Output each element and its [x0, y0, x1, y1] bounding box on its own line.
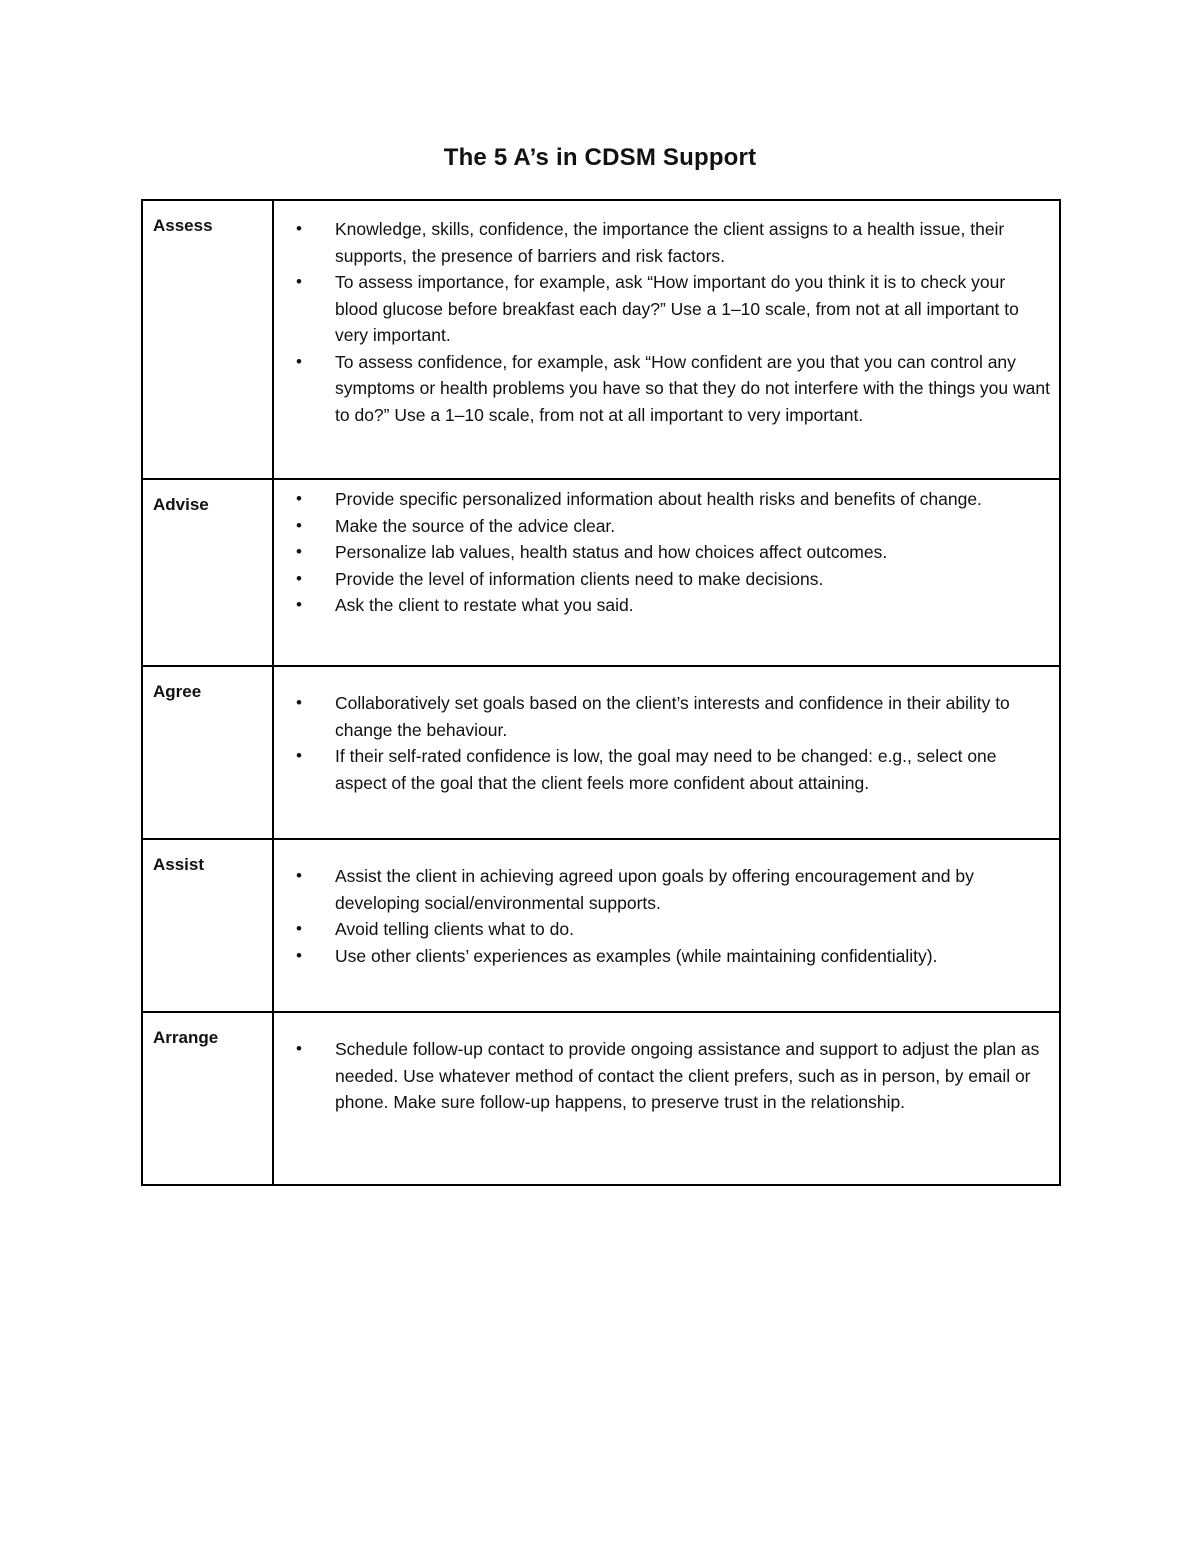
list-item	[274, 916, 1059, 943]
bullet-icon: •	[296, 919, 302, 938]
list-item	[274, 539, 1059, 566]
row-label-arrange: Arrange	[142, 1012, 273, 1185]
list-item	[274, 943, 1059, 970]
row-content-assist	[273, 839, 1060, 1012]
table-row-assist	[142, 839, 1060, 1012]
row-content-agree	[273, 666, 1060, 839]
bullet-icon: •	[296, 568, 302, 588]
bullet-list-arrange	[274, 1036, 1059, 1116]
bullet-icon: •	[296, 542, 302, 561]
table-row-advise	[142, 479, 1060, 666]
list-item	[274, 690, 1059, 743]
bullet-icon: •	[296, 351, 302, 371]
list-item-text: If their self-rated confidence is low, the goal may need to be changed: e.g., select one aspect of the goal that the client feels more confident about attaining.	[335, 746, 997, 793]
list-item-text: Assist the client in achieving agreed upon goals by offering encouragement and by developing social/environmental supports.	[335, 866, 974, 913]
bullet-icon: •	[296, 489, 302, 508]
list-item	[274, 1036, 1059, 1116]
row-label-assist: Assist	[142, 839, 273, 1012]
list-item	[274, 513, 1059, 540]
row-content-advise	[273, 479, 1060, 666]
list-item	[274, 743, 1059, 796]
row-content-assess	[273, 200, 1060, 479]
bullet-icon: •	[296, 515, 302, 535]
list-item	[274, 269, 1059, 349]
five-as-table	[141, 199, 1061, 1186]
list-item-text: Ask the client to restate what you said.	[335, 595, 634, 615]
bullet-icon: •	[296, 945, 302, 965]
table-row-agree	[142, 666, 1060, 839]
row-label-advise: Advise	[142, 479, 273, 666]
list-item	[274, 592, 1059, 619]
list-item	[274, 349, 1059, 429]
list-item	[274, 216, 1059, 269]
bullet-icon: •	[296, 595, 302, 614]
bullet-icon: •	[296, 866, 302, 885]
list-item-text: Knowledge, skills, confidence, the importance the client assigns to a health issue, their supports, the presence of barriers and risk factors.	[335, 219, 1005, 266]
list-item-text: Provide specific personalized information about health risks and benefits of change.	[335, 489, 982, 509]
bullet-icon: •	[296, 1039, 302, 1058]
list-item-text: Make the source of the advice clear.	[335, 515, 616, 536]
table-row-assess	[142, 200, 1060, 479]
row-content-arrange	[273, 1012, 1060, 1185]
list-item	[274, 863, 1059, 916]
bullet-icon: •	[296, 693, 302, 712]
list-item-text: Provide the level of information clients need to make decisions.	[335, 568, 824, 589]
bullet-icon: •	[296, 272, 302, 291]
list-item-text: Personalize lab values, health status and how choices affect outcomes.	[335, 542, 888, 562]
bullet-list-assess	[274, 216, 1059, 428]
list-item-text: To assess importance, for example, ask “How important do you think it is to check your blood glucose before breakfast each day?” Use a 1–10 scale, from not at all important to very important.	[335, 272, 1019, 345]
page-title: The 5 A’s in CDSM Support	[443, 144, 757, 171]
row-label-agree: Agree	[142, 666, 273, 839]
list-item-text: Use other clients’ experiences as examples (while maintaining confidentiality).	[335, 945, 938, 966]
list-item	[274, 486, 1059, 513]
row-label-assess: Assess	[142, 200, 273, 479]
bullet-icon: •	[296, 746, 302, 765]
bullet-list-assist	[274, 863, 1059, 969]
list-item-text: Avoid telling clients what to do.	[335, 919, 574, 939]
bullet-list-agree	[274, 690, 1059, 796]
table-row-arrange	[142, 1012, 1060, 1185]
list-item-text: Schedule follow-up contact to provide ongoing assistance and support to adjust the plan as needed. Use whatever method of contact the client prefers, such as in person, by email or phone. Make sure follow-up happens, to preserve trust in the relationship.	[335, 1039, 1040, 1112]
bullet-list-advise	[274, 486, 1059, 619]
list-item	[274, 566, 1059, 593]
list-item-text: To assess confidence, for example, ask “How confident are you that you can control any symptoms or health problems you have so that they do not interfere with the things you want to do?” Use a 1–10 scale, from not at all important to very important.	[335, 351, 1050, 425]
list-item-text: Collaboratively set goals based on the client’s interests and confidence in their ability to change the behaviour.	[335, 693, 1010, 740]
bullet-icon: •	[296, 219, 302, 238]
